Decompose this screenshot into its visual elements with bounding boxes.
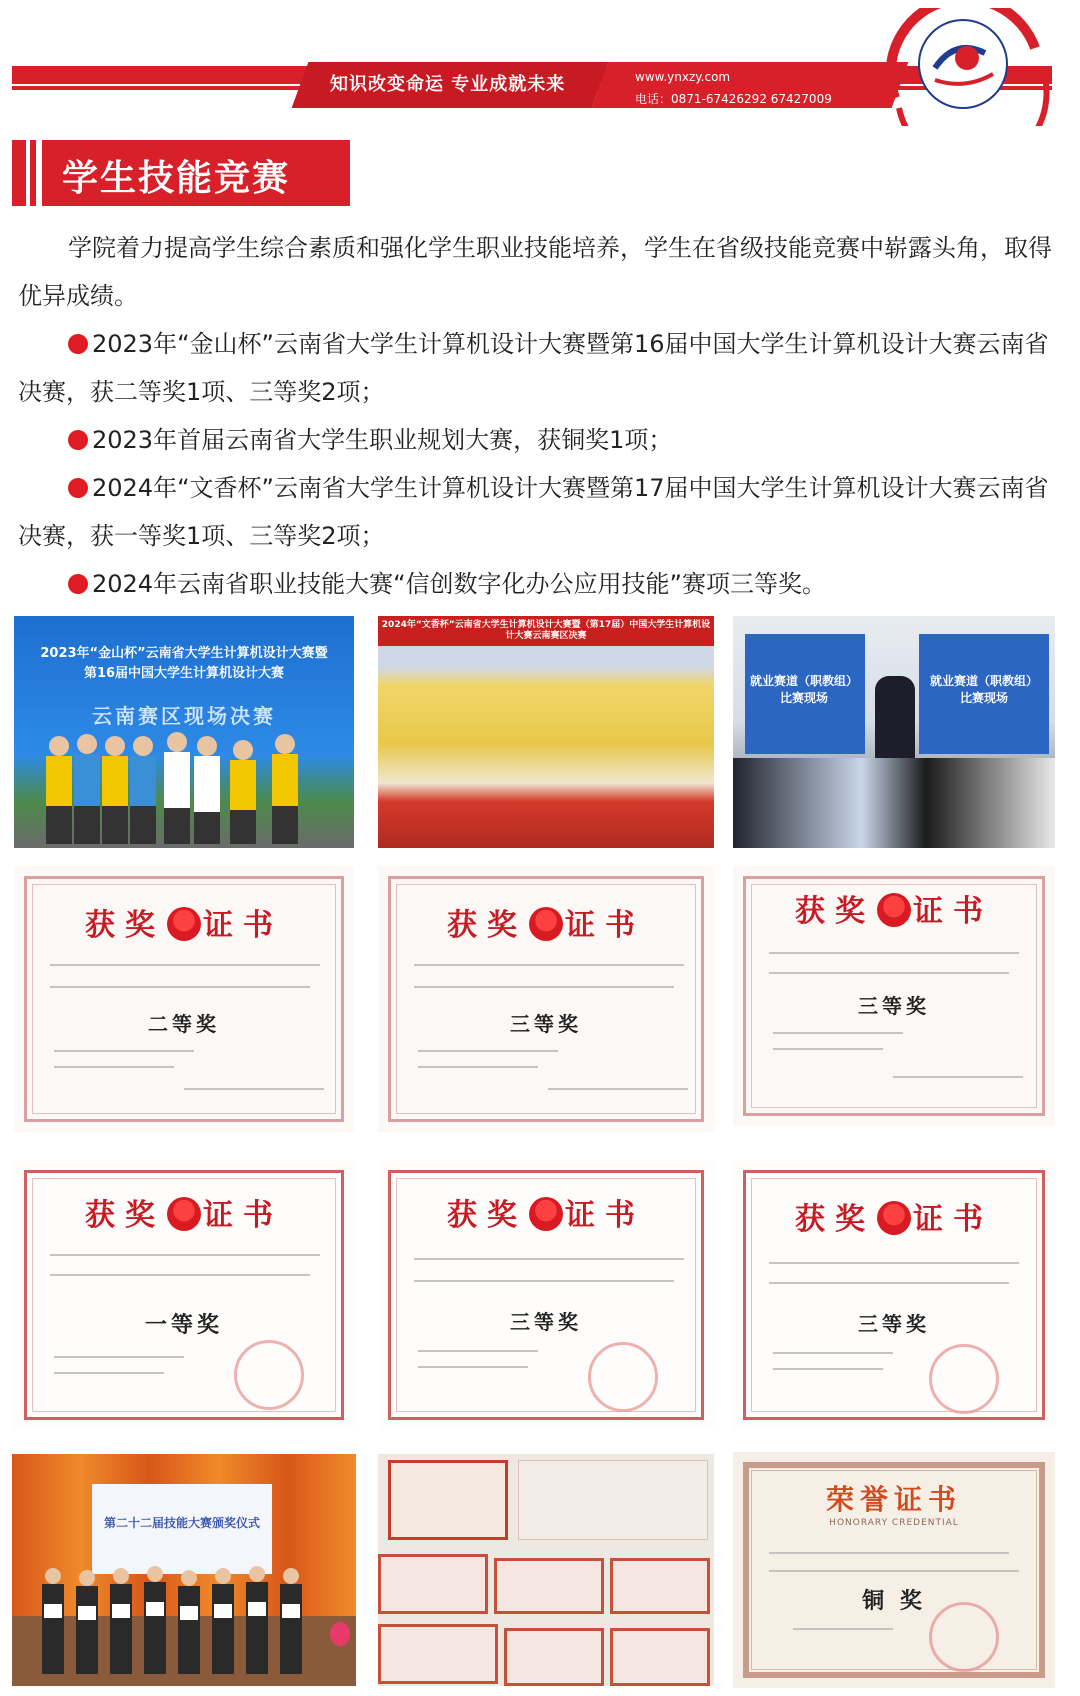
certificate-third-prize — [733, 866, 1055, 1126]
certificate-text-line — [773, 1032, 903, 1034]
page-header — [0, 0, 1080, 130]
bullet-dot-icon — [68, 430, 88, 450]
honor-certificate-small — [504, 1628, 604, 1686]
section-title: 学生技能竞赛 — [62, 158, 291, 199]
photo-caption: 2023年“金山杯”云南省大学生计算机设计大赛暨 — [40, 646, 328, 661]
certificate-text-line — [414, 964, 684, 966]
team-people-figure — [34, 716, 334, 846]
certificate-text-line — [184, 1088, 324, 1090]
audience-figures — [733, 758, 1055, 848]
certificate-text-line — [54, 1372, 164, 1374]
certificate-title: 获奖 证书 — [85, 908, 283, 943]
bullet-dot-icon — [68, 574, 88, 594]
certificate-text-line — [769, 1262, 1019, 1264]
certificate-text-line — [769, 952, 1019, 954]
photo-award-ceremony — [12, 1454, 356, 1686]
certificate-text-line — [54, 1356, 184, 1358]
bullet-dot-icon — [68, 478, 88, 498]
certificate-third-prize — [733, 1160, 1055, 1430]
certificate-text-line — [773, 1352, 893, 1354]
certificate-text-line — [418, 1066, 538, 1068]
certificate-text-line — [548, 1088, 688, 1090]
certificate-text-line — [418, 1366, 528, 1368]
photo-competition-venue — [733, 616, 1055, 848]
photo-2023-contest-team — [14, 616, 354, 848]
official-seal-icon — [929, 1344, 999, 1414]
award-flower-icon — [529, 907, 563, 941]
award-flower-icon — [877, 1201, 911, 1235]
certificate-title: 获奖 证书 — [795, 894, 993, 929]
photo-caption: 第16届中国大学生计算机设计大赛 — [83, 666, 285, 681]
certificate-text-line — [773, 1368, 883, 1370]
header-phone: 电话：0871-67426292 67427009 — [635, 92, 832, 106]
bullet-dot-icon — [68, 334, 88, 354]
screen-sign: 就业赛道（职教组）比赛现场 — [749, 674, 858, 705]
honor-certificate-title: 荣誉证书 — [825, 1483, 962, 1516]
honor-certificate-small — [378, 1554, 488, 1614]
achievement-item: 2023年首届云南省大学生职业规划大赛，获铜奖1项； — [18, 416, 1058, 464]
certificate-first-prize — [14, 1160, 354, 1430]
certificate-award: 二等奖 — [148, 1012, 220, 1036]
certificate-award: 铜 奖 — [862, 1589, 926, 1614]
screen-sign: 就业赛道（职教组）比赛现场 — [929, 674, 1038, 705]
certificate-text-line — [50, 986, 310, 988]
balloon-icon — [330, 1622, 350, 1646]
certificate-text-line — [414, 1258, 684, 1260]
ceremony-screen-title: 第二十二届技能大赛颁奖仪式 — [103, 1516, 260, 1530]
achievement-item: 2023年“金山杯”云南省大学生计算机设计大赛暨第16届中国大学生计算机设计大赛云南省决赛，获二等奖1项、三等奖2项； — [18, 330, 1049, 406]
header-website: www.ynxzy.com — [635, 70, 731, 84]
honor-certificate-small — [518, 1460, 708, 1540]
achievement-item: 2024年云南省职业技能大赛“信创数字化办公应用技能”赛项三等奖。 — [18, 560, 1058, 608]
certificate-third-prize — [378, 1160, 714, 1430]
certificate-second-prize — [14, 866, 354, 1132]
honor-certificate-small — [610, 1628, 710, 1686]
certificate-text-line — [54, 1050, 194, 1052]
award-flower-icon — [167, 1197, 201, 1231]
official-seal-icon — [929, 1602, 999, 1672]
certificate-text-line — [893, 1076, 1023, 1078]
article-body — [18, 224, 1058, 608]
college-logo-icon — [875, 8, 1055, 126]
certificate-text-line — [793, 1628, 893, 1630]
intro-paragraph: 学院着力提高学生综合素质和强化学生职业技能培养，学生在省级技能竞赛中崭露头角，取得优异成绩。 — [18, 234, 1052, 310]
certificate-third-prize — [378, 866, 714, 1132]
certificate-text-line — [54, 1066, 174, 1068]
certificate-text-line — [50, 1254, 320, 1256]
certificate-title: 获奖 证书 — [447, 1198, 645, 1233]
title-stripe-thin — [30, 140, 36, 206]
honor-certificate-small — [378, 1624, 498, 1684]
certificate-title: 获奖 证书 — [447, 908, 645, 943]
title-stripe — [12, 140, 26, 206]
certificate-text-line — [418, 1350, 538, 1352]
honor-certificate-small — [388, 1460, 508, 1540]
certificate-award: 一等奖 — [144, 1313, 223, 1338]
certificate-text-line — [769, 972, 1009, 974]
certificate-text-line — [50, 1274, 310, 1276]
photo-honor-certificates-collage — [378, 1454, 714, 1686]
certificate-text-line — [773, 1048, 883, 1050]
certificate-text-line — [418, 1050, 558, 1052]
certificate-text-line — [50, 964, 320, 966]
photo-caption: 云南赛区现场决赛 — [92, 704, 276, 728]
award-flower-icon — [167, 907, 201, 941]
certificate-title: 获奖 证书 — [85, 1198, 283, 1233]
honor-certificate-bronze — [733, 1452, 1055, 1688]
achievement-item: 2024年“文香杯”云南省大学生计算机设计大赛暨第17届中国大学生计算机设计大赛云南省决赛，获一等奖1项、三等奖2项； — [18, 474, 1049, 550]
certificate-text-line — [769, 1570, 1019, 1572]
certificate-award: 三等奖 — [858, 1312, 930, 1336]
award-flower-icon — [877, 893, 911, 927]
certificate-text-line — [414, 986, 674, 988]
honor-certificate-subtitle: HONORARY CREDENTIAL — [829, 1518, 959, 1528]
photo-2024-group-crowd — [378, 616, 714, 848]
honor-certificate-small — [494, 1558, 604, 1614]
certificate-text-line — [769, 1282, 1009, 1284]
honor-certificate-small — [610, 1558, 710, 1614]
header-slogan: 知识改变命运 专业成就未来 — [330, 74, 566, 95]
award-flower-icon — [529, 1197, 563, 1231]
certificate-award: 三等奖 — [510, 1012, 582, 1036]
photo-banner-text: 2024年“文香杯”云南省大学生计算机设计大赛暨（第17届）中国大学生计算机设计大赛云南赛区决赛 — [381, 620, 711, 641]
official-seal-icon — [588, 1342, 658, 1412]
certificate-award: 三等奖 — [858, 994, 930, 1018]
award-winners-figure — [32, 1564, 332, 1684]
certificate-award: 三等奖 — [510, 1310, 582, 1334]
certificate-text-line — [769, 1552, 1009, 1554]
official-seal-icon — [234, 1340, 304, 1410]
certificate-text-line — [414, 1280, 674, 1282]
certificate-title: 获奖 证书 — [795, 1202, 993, 1237]
